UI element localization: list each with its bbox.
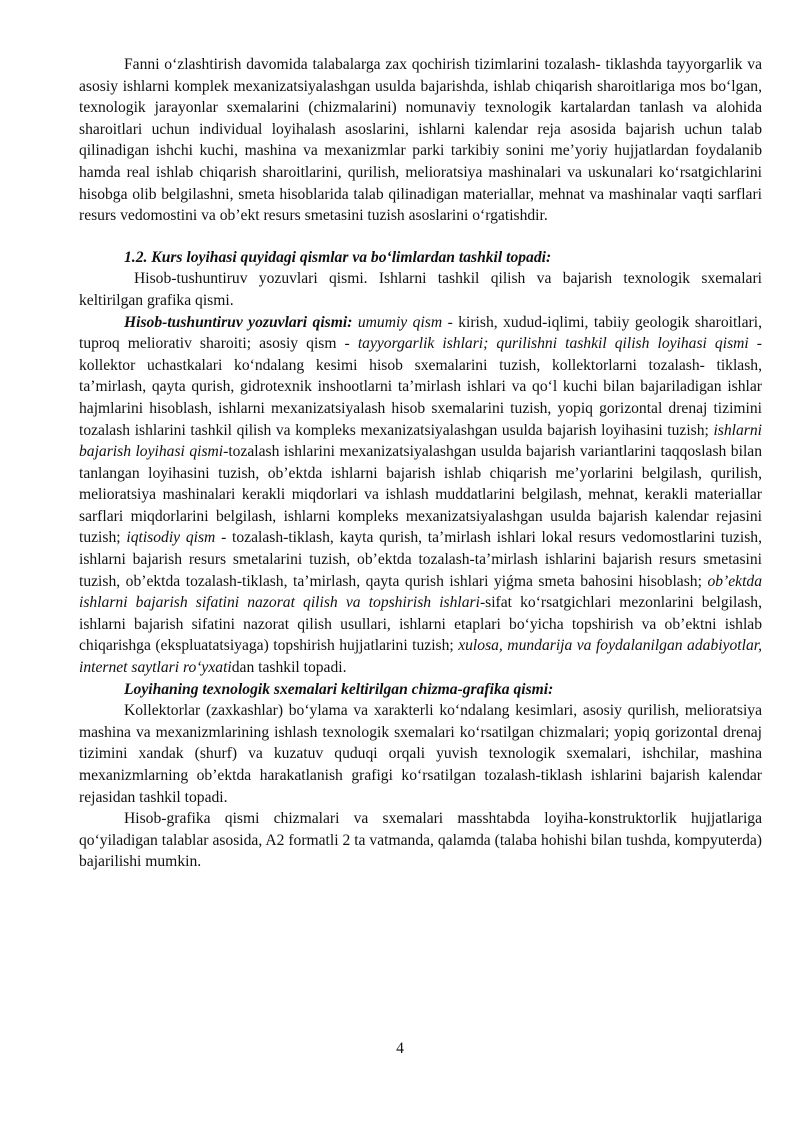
economic-part-label: iqtisodiy qism	[126, 529, 216, 547]
explanatory-part-paragraph	[79, 312, 762, 679]
intro-paragraph: Fanni o‘zlashtirish davomida talabalarga zax qochirish tizimlarini tozalash- tiklashda tayyorgarlik va asosiy ishlarni komplek mexanizatsiyalashgan usulda bajarishda, ishlab chiqarish sharoitlariga mos bo‘lgan, texnologik jarayonlar sxemalarini (chizmalarini) nomunaviy texnologik kartalardan tanlash va alohida sharoitlari uchun individual loyihalash asoslarini, ishlarni kalendar reja asosida bajarish uchun talab qilinadigan ishchi kuchi, mashina va mexanizmlar parki tarkibiy sonini me’yoriy hujjatlardan foydalanib hamda real ishlab chiqarish sharoitlarini, qurilish, melioratsiya mashinalari va uskunalari ko‘rsatgichlarini hisobga olib belgilashni, smeta hisoblarida talab qilinadigan materiallar, mehnat va mashinalar vaqti sarflari resurs vedomostini va ob’ekt resurs smetasini tuzish asoslarini o‘rgatishdir.	[79, 56, 762, 225]
economic-part-text: - tozalash-tiklash, kayta qurish, ta’mirlash ishlari lokal resurs vedomostlarini tuzish, ishlarni bajarish resurs smetalarini tuzish, ob’ektda tozalash-ta’mirlash ishlarini bajarish resurs smetasini tuzish, ob’ektda tozalash-tiklash, ta’mirlash, qayta qurish ishlari yiǵma smeta bahosini hisoblash;	[79, 529, 762, 590]
preparation-part-label: tayyorgarlik ishlari; qurilishni tashkil qilish loyihasi qismi	[357, 335, 749, 353]
conclusion-part-label: xulosa, mundarija va foydalanilgan adabiyotlar, internet saytlari ro‘yxati	[79, 637, 762, 677]
execution-part-label: ishlarni bajarish loyihasi qismi	[79, 421, 762, 461]
general-part-label: umumiy qism	[357, 313, 443, 331]
graphics-part-paragraph: Kollektorlar (zaxkashlar) bo‘ylama va xarakterli ko‘ndalang kesimlari, asosiy qurilish, melioratsiya mashina va mexanizmlarining ishlash texnologik sxemalari ko‘rsatilgan chizmalari; yopiq gorizontal drenaj tizimini xandak (shurf) va kuzatuv quduqi orqali yuvish texnologik sxemalari, ishchilar, mashina mexanizmlarning ob’ektda harakatlanish grafigi ko‘rsatilgan tozalash-tiklash ishlarini bajarish kalendar rejasidan tashkil topadi.	[79, 702, 762, 806]
quality-part-label: ob’ektda ishlarni bajarish sifatini nazorat qilish va topshirish ishlari	[79, 572, 762, 612]
execution-part-text: -tozalash ishlarini mexanizatsiyalashgan usulda bajarish variantlarini taqqoslash bilan tanlangan loyihasini tuzish, ob’ektda ishlarni bajarish ishlab chiqarish me’yorlarini belgilash, qurilish, melioratsiya mashinalari kerakli miqdorlari va ishlash muddatlarini belgilash, mehnat, kerakli materiallar sarflari miqdorlarini belgilash, ishlarni kompleks mexanizatsiyalashgan usulda bajarish kalendar rejasini tuzish;	[79, 443, 762, 547]
graphics-part-heading: Loyihaning texnologik sxemalari keltirilgan chizma-grafika qismi:	[124, 680, 554, 698]
parts-paragraph: Hisob-tushuntiruv yozuvlari qismi. Ishlarni tashkil qilish va bajarish texnologik sxemalari keltirilgan grafika qismi.	[79, 270, 762, 309]
explanatory-part-lead: Hisob-tushuntiruv yozuvlari qismi:	[124, 313, 353, 331]
paragraph-gap	[79, 227, 762, 247]
preparation-part-text: - kollektor uchastkalari ko‘ndalang kesimi hisob sxemalarini tuzish, kollektorlarni tozalash- tiklash, ta’mirlash, qayta qurish, gidrotexnik inshootlarni ta’mirlash ishlari va qo‘l kuchi bilan bajariladigan ishlar hajmlarini hisoblash, ishlarni mexanizatsiyalash hisob sxemalarini tuzish, yopiq gorizontal drenaj tizimini tozalash ishlarini tashkil qilish va kompleks mexanizatsiyalashgan usulda bajarish loyihasini tuzish;	[79, 335, 762, 439]
page-number: 4	[396, 1040, 404, 1057]
document-body	[79, 54, 762, 873]
conclusion-part-text: dan tashkil topadi.	[231, 659, 347, 677]
drawing-format-paragraph: Hisob-grafika qismi chizmalari va sxemalari masshtabda loyiha-konstruktorlik hujjatlariga qo‘yiladigan talablar asosida, A2 formatli 2 ta vatmanda, qalamda (talaba hohishi bilan tushda, kompyuterda) bajarilishi mumkin.	[79, 810, 762, 871]
general-part-text: - kirish, xudud-iqlimi, tabiiy geologik sharoitlari, tuproq meliorativ sharoiti; asosiy qism -	[79, 313, 762, 353]
quality-part-text: -sifat ko‘rsatgichlari mezonlarini belgilash, ishlarni bajarish sifatini nazorat qilish usullari, ishlarni etaplari bo‘yicha topshirish va ob’ektni ishlab chiqarishga (ekspluatatsiyaga) topshirish hujjatlarini tuzish;	[79, 594, 763, 655]
section-heading: 1.2. Kurs loyihasi quyidagi qismlar va bo‘limlardan tashkil topadi:	[124, 248, 552, 266]
